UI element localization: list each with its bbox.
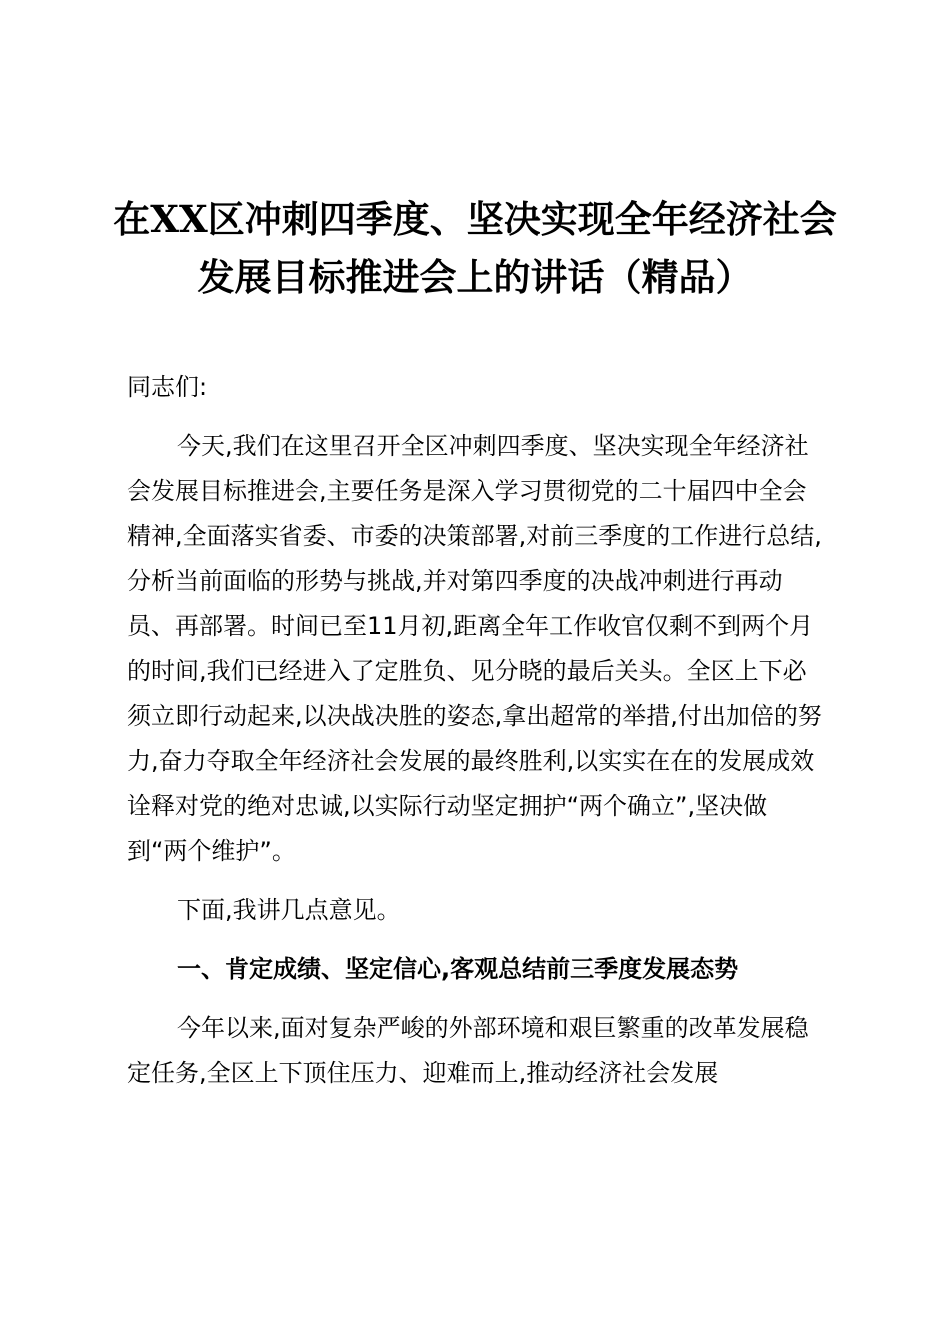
section-heading: 一、肯定成绩、坚定信心,客观总结前三季度发展态势 bbox=[177, 955, 739, 983]
paragraph-transition: 下面,我讲几点意见。 bbox=[177, 896, 401, 924]
document-title: 在XX区冲刺四季度、坚决实现全年经济社会发展目标推进会上的讲话（精品） bbox=[113, 197, 837, 299]
paragraph-intro: 今天,我们在这里召开全区冲刺四季度、坚决实现全年经济社会发展目标推进会,主要任务是深入学习贯彻党的二十届四中全会精神,全面落实省委、市委的决策部署,对前三季度的工作进行总结,分析当前面临的形势与挑战,并对第四季度的决战冲刺进行再动员、再部署。时间已至11月初,距离全年工作收官仅剩不到两个月的时间,我们已经进入了定胜负、见分晓的最后关头。全区上下必须立即行动起来,以决战决胜的姿态,拿出超常的举措,付出加倍的努力,奋力夺取全年经济社会发展的最终胜利,以实实在在的发展成效诠释对党的绝对忠诚,以实际行动坚定拥护“两个确立”,坚决做到“两个维护”。 bbox=[127, 432, 822, 865]
section-paragraph: 今年以来,面对复杂严峻的外部环境和艰巨繁重的改革发展稳定任务,全区上下顶住压力、迎难而上,推动经济社会发展 bbox=[127, 1014, 809, 1087]
document-body bbox=[127, 365, 827, 1110]
salutation: 同志们: bbox=[127, 373, 208, 401]
